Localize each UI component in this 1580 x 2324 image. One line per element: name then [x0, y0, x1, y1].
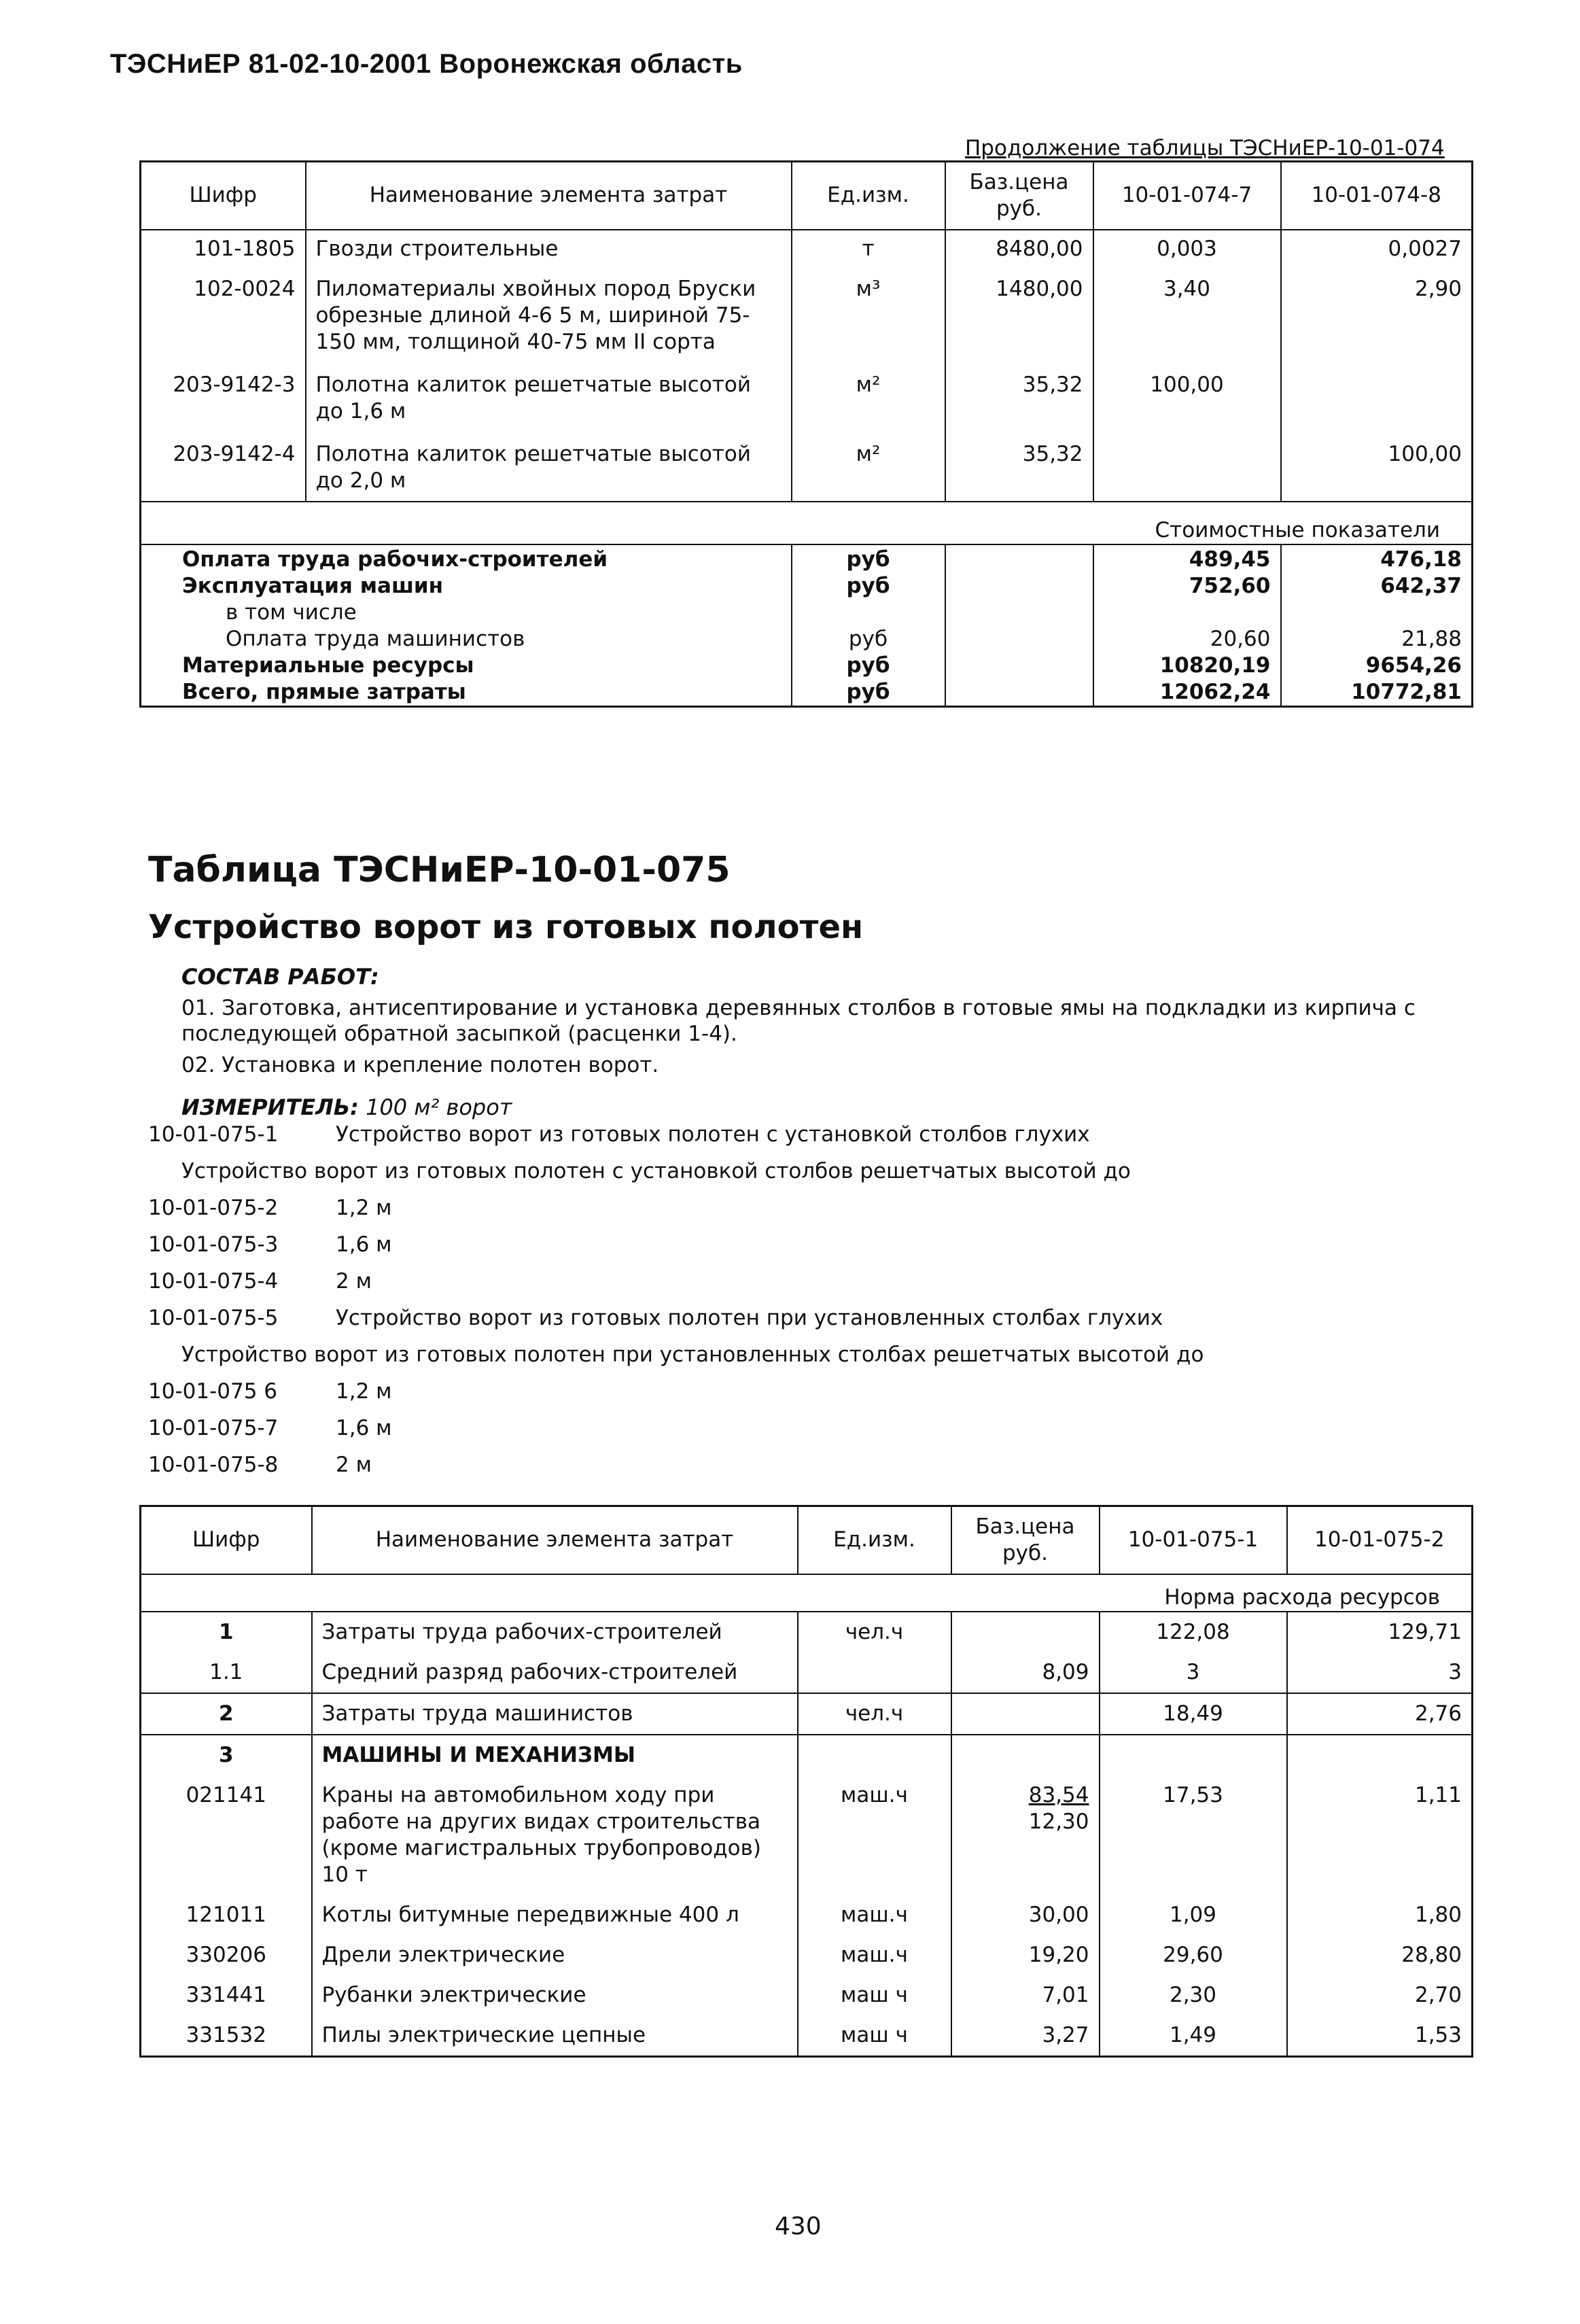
header-rate-b: 10-01-075-2 — [1287, 1506, 1473, 1574]
row-name: Затраты труда рабочих-строителей — [312, 1612, 798, 1652]
row-unit: м² — [792, 362, 945, 432]
row-value-a — [1093, 432, 1281, 502]
resource-table-074 — [139, 160, 1473, 708]
row-code: 101-1805 — [194, 236, 296, 261]
row-code: 3 — [218, 1742, 234, 1767]
cost-value-a: 489,45 — [1093, 544, 1281, 573]
header-code: Шифр — [141, 162, 306, 230]
cost-row — [141, 679, 1473, 707]
rate-item-text: Устройство ворот из готовых полотен при установленных столбах глухих — [336, 1306, 1163, 1330]
table-row — [141, 1735, 1473, 1775]
cost-name: Оплата труда рабочих-строителей — [182, 547, 608, 572]
rate-item-text: Устройство ворот из готовых полотен с установкой столбов решетчатых высотой до — [181, 1159, 1131, 1183]
rate-item-code: 10-01-075-4 — [148, 1269, 279, 1294]
row-base-price — [951, 1895, 1100, 1935]
table-row — [141, 1652, 1473, 1693]
row-value-a: 2,30 — [1100, 1975, 1287, 2015]
row-base-price — [951, 1693, 1100, 1735]
cost-base-price — [945, 544, 1093, 573]
work-composition-label: СОСТАВ РАБОТ: — [181, 964, 379, 990]
row-unit: маш.ч — [798, 1775, 951, 1895]
table-row — [141, 1775, 1473, 1895]
row-code: 121011 — [186, 1902, 266, 1927]
row-unit: м³ — [792, 266, 945, 362]
table-row — [141, 1612, 1473, 1652]
section-subtitle: Устройство ворот из готовых полотен — [148, 908, 864, 946]
row-base-price: 1480,00 — [945, 266, 1093, 362]
table-row — [141, 1895, 1473, 1935]
header-name: Наименование элемента затрат — [306, 162, 792, 230]
cost-value-a: 10820,19 — [1093, 653, 1281, 679]
cost-section-label: Стоимостные показатели — [141, 502, 1473, 544]
rate-item-text: 1,2 м — [336, 1196, 392, 1220]
row-unit — [798, 1652, 951, 1693]
cost-value-b: 642,37 — [1281, 573, 1473, 600]
section-title: Таблица ТЭСНиЕР-10-01-075 — [148, 850, 731, 890]
cost-unit: руб — [792, 573, 945, 600]
row-code: 2 — [141, 1693, 312, 1735]
cost-row — [141, 544, 1473, 573]
cost-unit — [792, 600, 945, 626]
rate-item-code: 10-01-075-8 — [148, 1453, 279, 1477]
row-base-price — [951, 2015, 1100, 2057]
row-base-price-secondary: 12,30 — [1028, 1809, 1089, 1834]
row-value-b: 2,70 — [1287, 1975, 1473, 2015]
row-unit — [798, 1735, 951, 1775]
rate-item-code: 10-01-075-3 — [148, 1232, 279, 1257]
header-base-price: Баз.цена руб. — [951, 1506, 1100, 1574]
rate-item-text: 1,2 м — [336, 1379, 392, 1404]
row-code: 021141 — [186, 1782, 266, 1807]
header-rate-a: 10-01-074-7 — [1093, 162, 1281, 230]
row-value-b — [1287, 1735, 1473, 1775]
row-value-b: 1,53 — [1287, 2015, 1473, 2057]
rate-item — [148, 1305, 1163, 1331]
cost-row — [141, 626, 1473, 653]
cost-value-a: 12062,24 — [1093, 679, 1281, 707]
row-value-a: 122,08 — [1100, 1612, 1287, 1652]
cost-name: Оплата труда машинистов — [226, 626, 525, 651]
rate-item — [148, 1452, 372, 1478]
rate-item-code: 10-01-075-1 — [148, 1122, 279, 1147]
page-number: 430 — [775, 2213, 822, 2240]
row-value-a: 0,003 — [1093, 230, 1281, 266]
row-base-price — [951, 1975, 1100, 2015]
cost-value-b: 21,88 — [1281, 626, 1473, 653]
row-unit: маш ч — [798, 2015, 951, 2057]
row-value-a: 17,53 — [1100, 1775, 1287, 1895]
cost-name: Эксплуатация машин — [182, 573, 444, 598]
table-header-row — [141, 1506, 1473, 1574]
rate-item — [148, 1415, 392, 1441]
row-code: 1 — [218, 1619, 234, 1644]
row-base-price — [951, 1775, 1100, 1895]
row-unit: т — [792, 230, 945, 266]
table-row — [141, 266, 1473, 362]
row-name: МАШИНЫ И МЕХАНИЗМЫ — [312, 1735, 798, 1775]
row-base-price-value: 7,01 — [1042, 1982, 1089, 2007]
rate-item-text: Устройство ворот из готовых полотен при установленных столбах решетчатых высотой до — [181, 1342, 1204, 1367]
resource-table-075 — [139, 1505, 1473, 2058]
row-value-a: 1,09 — [1100, 1895, 1287, 1935]
row-value-a: 1,49 — [1100, 2015, 1287, 2057]
cost-unit: руб — [792, 544, 945, 573]
rate-item-code: 10-01-075-7 — [148, 1416, 279, 1440]
row-code: 331532 — [186, 2022, 266, 2047]
rate-item — [148, 1122, 1090, 1147]
row-base-price-value: 83,54 — [1028, 1782, 1089, 1807]
row-unit: м² — [792, 432, 945, 502]
cost-name: в том числе — [226, 600, 357, 625]
row-base-price: 35,32 — [945, 432, 1093, 502]
work-composition-line: 02. Установка и крепление полотен ворот. — [181, 1053, 659, 1077]
row-base-price — [951, 1612, 1100, 1652]
rate-item — [148, 1195, 392, 1221]
row-base-price: 8480,00 — [945, 230, 1093, 266]
row-base-price: 35,32 — [945, 362, 1093, 432]
header-name: Наименование элемента затрат — [312, 1506, 798, 1574]
cost-base-price — [945, 600, 1093, 626]
rate-item — [148, 1378, 392, 1404]
cost-base-price — [945, 626, 1093, 653]
row-name: Дрели электрические — [312, 1935, 798, 1975]
rate-item-text: 2 м — [336, 1269, 372, 1294]
cost-unit: руб — [792, 653, 945, 679]
rate-item — [148, 1232, 392, 1258]
cost-value-b: 10772,81 — [1281, 679, 1473, 707]
row-name: Пилы электрические цепные — [312, 2015, 798, 2057]
row-unit: маш.ч — [798, 1895, 951, 1935]
row-value-a: 18,49 — [1100, 1693, 1287, 1735]
header-rate-a: 10-01-075-1 — [1100, 1506, 1287, 1574]
row-name: Полотна калиток решетчатые высотой до 2,0 м — [306, 432, 792, 502]
cost-row — [141, 653, 1473, 679]
row-value-a — [1100, 1735, 1287, 1775]
cost-row — [141, 573, 1473, 600]
row-name: Полотна калиток решетчатые высотой до 1,6 м — [306, 362, 792, 432]
row-value-a: 100,00 — [1093, 362, 1281, 432]
row-value-a: 3,40 — [1093, 266, 1281, 362]
table-continuation-note: Продолжение таблицы ТЭСНиЕР-10-01-074 — [965, 136, 1445, 160]
row-code: 330206 — [186, 1942, 266, 1967]
norm-section-row — [141, 1574, 1473, 1612]
row-value-b: 1,80 — [1287, 1895, 1473, 1935]
row-value-a: 3 — [1100, 1652, 1287, 1693]
row-base-price-value: 3,27 — [1042, 2022, 1089, 2047]
row-value-b — [1281, 362, 1473, 432]
rate-item-text: 1,6 м — [336, 1416, 392, 1440]
row-value-b: 100,00 — [1281, 432, 1473, 502]
row-code: 102-0024 — [194, 276, 296, 301]
header-code: Шифр — [141, 1506, 312, 1574]
row-base-price-value: 30,00 — [1028, 1902, 1089, 1927]
table-row — [141, 230, 1473, 266]
cost-value-a: 20,60 — [1093, 626, 1281, 653]
header-base-price: Баз.цена руб. — [945, 162, 1093, 230]
row-unit: чел.ч — [798, 1612, 951, 1652]
row-unit: чел.ч — [798, 1693, 951, 1735]
header-unit: Ед.изм. — [792, 162, 945, 230]
rate-item-text: Устройство ворот из готовых полотен с установкой столбов глухих — [336, 1122, 1090, 1147]
row-value-b: 129,71 — [1287, 1612, 1473, 1652]
row-base-price-value: 8,09 — [1042, 1659, 1089, 1684]
norm-section-label: Норма расхода ресурсов — [141, 1574, 1473, 1612]
cost-unit: руб — [792, 626, 945, 653]
row-value-b: 2,76 — [1287, 1693, 1473, 1735]
row-name: Краны на автомобильном ходу при работе на других видах строительства (кроме магистральных трубопроводов) 10 т — [312, 1775, 798, 1895]
work-composition-line: последующей обратной засыпкой (расценки 1-4). — [181, 1022, 737, 1046]
row-name: Пиломатериалы хвойных пород Бруски обрезные длиной 4-6 5 м, шириной 75-150 мм, толщиной 40-75 мм II сорта — [306, 266, 792, 362]
row-base-price-value: 19,20 — [1028, 1942, 1089, 1967]
header-unit: Ед.изм. — [798, 1506, 951, 1574]
cost-value-a: 752,60 — [1093, 573, 1281, 600]
meter-line — [181, 1094, 512, 1120]
cost-base-price — [945, 653, 1093, 679]
row-value-b: 1,11 — [1287, 1775, 1473, 1895]
row-base-price — [951, 1652, 1100, 1693]
row-code: 203-9142-4 — [173, 441, 296, 466]
cost-name: Всего, прямые затраты — [182, 679, 466, 704]
row-value-b: 3 — [1287, 1652, 1473, 1693]
cost-value-a — [1093, 600, 1281, 626]
rate-item-code: 10-01-075-2 — [148, 1196, 279, 1220]
row-value-b: 0,0027 — [1281, 230, 1473, 266]
row-value-b: 2,90 — [1281, 266, 1473, 362]
row-value-b: 28,80 — [1287, 1935, 1473, 1975]
row-code: 203-9142-3 — [173, 372, 296, 397]
rate-item-code: 10-01-075-5 — [148, 1306, 279, 1330]
table-header-row — [141, 162, 1473, 230]
rate-item-code: 10-01-075 6 — [148, 1379, 278, 1404]
rate-item — [148, 1268, 372, 1294]
row-unit: маш ч — [798, 1975, 951, 2015]
table-row — [141, 2015, 1473, 2057]
table-row — [141, 1693, 1473, 1735]
cost-base-price — [945, 573, 1093, 600]
meter-label: ИЗМЕРИТЕЛЬ: — [181, 1094, 359, 1120]
cost-row — [141, 600, 1473, 626]
rate-item-text: 2 м — [336, 1453, 372, 1477]
work-composition-line: 01. Заготовка, антисептирование и установка деревянных столбов в готовые ямы на подкладки из кирпича с — [181, 996, 1416, 1020]
cost-section-row — [141, 502, 1473, 544]
row-code: 331441 — [186, 1982, 266, 2007]
cost-value-b: 9654,26 — [1281, 653, 1473, 679]
cost-value-b — [1281, 600, 1473, 626]
row-base-price — [951, 1735, 1100, 1775]
cost-name: Материальные ресурсы — [182, 653, 474, 678]
row-value-a: 29,60 — [1100, 1935, 1287, 1975]
header-rate-b: 10-01-074-8 — [1281, 162, 1473, 230]
row-name: Средний разряд рабочих-строителей — [312, 1652, 798, 1693]
table-row — [141, 362, 1473, 432]
table-row — [141, 1935, 1473, 1975]
row-name: Котлы битумные передвижные 400 л — [312, 1895, 798, 1935]
cost-base-price — [945, 679, 1093, 707]
table-row — [141, 432, 1473, 502]
row-name: Гвозди строительные — [306, 230, 792, 266]
rate-item — [181, 1342, 1204, 1368]
cost-value-b: 476,18 — [1281, 544, 1473, 573]
row-name: Затраты труда машинистов — [312, 1693, 798, 1735]
table-row — [141, 1975, 1473, 2015]
row-unit: маш.ч — [798, 1935, 951, 1975]
row-base-price — [951, 1935, 1100, 1975]
rate-item — [181, 1158, 1131, 1184]
row-name: Рубанки электрические — [312, 1975, 798, 2015]
running-head: ТЭСНиЕР 81-02-10-2001 Воронежская область — [110, 49, 743, 79]
meter-value: 100 м² ворот — [366, 1094, 512, 1120]
row-code: 1.1 — [209, 1659, 243, 1684]
rate-item-text: 1,6 м — [336, 1232, 392, 1257]
cost-unit: руб — [792, 679, 945, 707]
